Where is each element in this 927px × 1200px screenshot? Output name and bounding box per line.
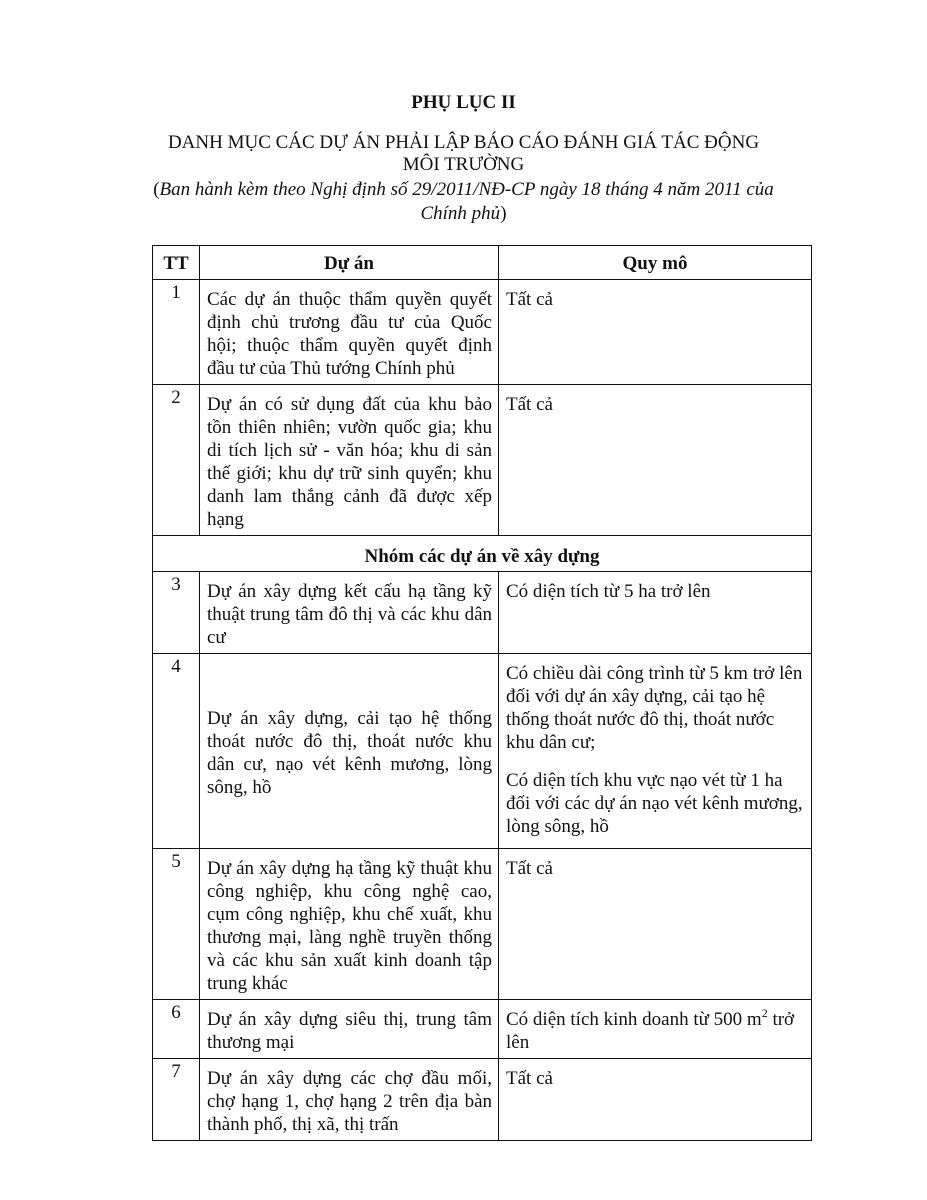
decree-close-paren: ) — [500, 203, 507, 224]
group-row — [153, 536, 812, 572]
scale-paragraph: Có diện tích khu vực nạo vét từ 1 ha đối với các dự án nạo vét kênh mương, lòng sông, hồ — [506, 770, 803, 837]
project-cell: Dự án xây dựng hạ tầng kỹ thuật khu công nghiệp, khu công nghệ cao, cụm công nghiệp, khu chế xuất, khu thương mại, làng nghề truyền thống và các khu sản xuất kinh doanh tập trung khác — [200, 849, 499, 1000]
table-row — [153, 1059, 812, 1141]
table-row — [153, 280, 812, 385]
decree-text: Ban hành kèm theo Nghị định số 29/2011/NĐ-CP ngày 18 tháng 4 năm 2011 của Chính phủ — [159, 179, 774, 224]
table-row — [153, 385, 812, 536]
row-number: 5 — [153, 849, 200, 1000]
appendix-title: PHỤ LỤC II — [411, 92, 516, 113]
project-list-table — [152, 245, 812, 1141]
row-number: 4 — [153, 654, 200, 849]
row-number: 7 — [153, 1059, 200, 1141]
scale-text: Có diện tích kinh doanh từ 500 m — [506, 1009, 762, 1030]
scale-cell: Tất cả — [499, 1059, 812, 1141]
scale-cell — [499, 1000, 812, 1059]
document-subtitle: DANH MỤC CÁC DỰ ÁN PHẢI LẬP BÁO CÁO ĐÁNH GIÁ TÁC ĐỘNG MÔI TRƯỜNG — [167, 132, 760, 175]
header-project: Dự án — [200, 246, 499, 280]
table-row — [153, 1000, 812, 1059]
project-cell: Các dự án thuộc thẩm quyền quyết định chủ trương đầu tư của Quốc hội; thuộc thẩm quyền quyết định đầu tư của Thủ tướng Chính phủ — [200, 280, 499, 385]
table-row — [153, 654, 812, 849]
scale-cell: Tất cả — [499, 385, 812, 536]
row-number: 3 — [153, 572, 200, 654]
table-row — [153, 849, 812, 1000]
project-cell: Dự án xây dựng, cải tạo hệ thống thoát nước đô thị, thoát nước khu dân cư, nạo vét kênh mương, lòng sông, hồ — [200, 654, 499, 849]
header-tt: TT — [153, 246, 200, 280]
row-number: 6 — [153, 1000, 200, 1059]
scale-cell: Có diện tích từ 5 ha trở lên — [499, 572, 812, 654]
table-row — [153, 572, 812, 654]
table-header-row — [153, 246, 812, 280]
scale-cell: Tất cả — [499, 280, 812, 385]
project-cell: Dự án có sử dụng đất của khu bảo tồn thiên nhiên; vườn quốc gia; khu di tích lịch sử - văn hóa; khu di sản thế giới; khu dự trữ sinh quyển; khu danh lam thắng cảnh đã được xếp hạng — [200, 385, 499, 536]
row-number: 1 — [153, 280, 200, 385]
decree-open-paren: ( — [153, 179, 160, 200]
header-scale: Quy mô — [499, 246, 812, 280]
group-heading-construction: Nhóm các dự án về xây dựng — [153, 536, 812, 572]
decree-reference — [150, 178, 777, 226]
row-number: 2 — [153, 385, 200, 536]
superscript: 2 — [761, 1006, 768, 1020]
project-cell: Dự án xây dựng siêu thị, trung tâm thương mại — [200, 1000, 499, 1059]
project-cell: Dự án xây dựng kết cấu hạ tầng kỹ thuật trung tâm đô thị và các khu dân cư — [200, 572, 499, 654]
scale-cell: Tất cả — [499, 849, 812, 1000]
scale-text: trở lên — [506, 1009, 795, 1053]
project-cell: Dự án xây dựng các chợ đầu mối, chợ hạng 1, chợ hạng 2 trên địa bàn thành phố, thị xã, thị trấn — [200, 1059, 499, 1141]
scale-paragraph: Có chiều dài công trình từ 5 km trở lên đối với dự án xây dựng, cải tạo hệ thống thoát nước đô thị, thoát nước khu dân cư; — [506, 663, 803, 753]
scale-cell — [499, 654, 812, 849]
